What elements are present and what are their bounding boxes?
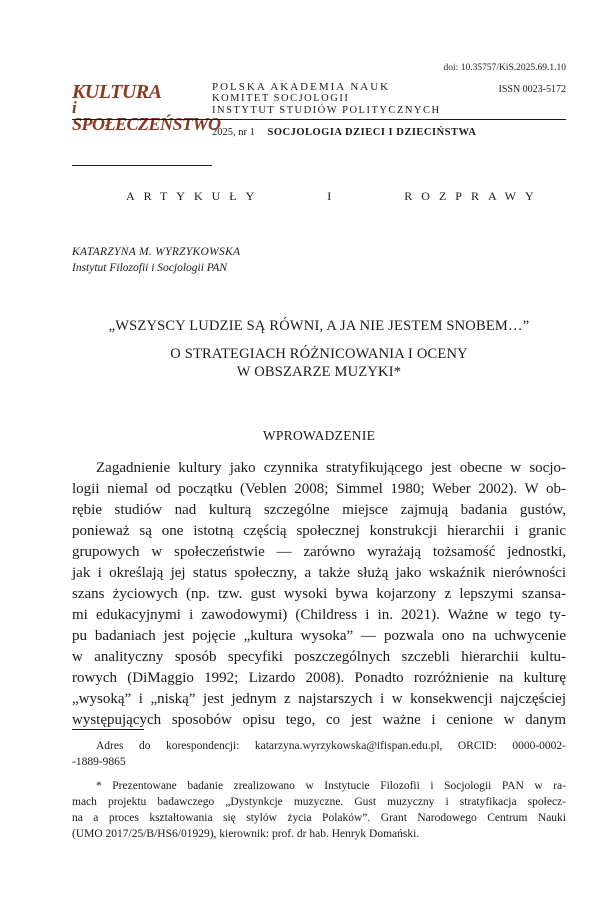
footnote-rule <box>72 729 144 730</box>
body-line: w analityczny sposób specyfiki poszczególnych szczebli hierarchii kultu- <box>72 649 566 665</box>
article-subtitle-line: O STRATEGIACH RÓŻNICOWANIA I OCENY <box>170 346 468 362</box>
body-line: mi edukacyjnymi i zawodowymi) (Childress i in. 2021). Ważne w tego ty- <box>72 607 566 623</box>
issn-label: ISSN 0023-5172 <box>498 84 566 95</box>
footnote-correspondence-line: Adres do korespondencji: katarzyna.wyrzykowska@ifispan.edu.pl, ORCID: 0000-0002- <box>96 740 566 752</box>
issue-number: 2025, nr 1 <box>212 127 255 138</box>
institution-line: POLSKA AKADEMIA NAUK <box>212 81 391 93</box>
issue-topic: SOCJOLOGIA DZIECI I DZIECIŃSTWA <box>267 127 477 138</box>
logo-line-spoleczenstwo: SPOŁECZEŃSTWO <box>72 114 221 134</box>
body-line: ponieważ są one istotną częścią społecznej konstrukcji hierarchii i granic <box>72 523 566 539</box>
body-line: rębie studiów nad kulturą szczególne miejsce zajmują badania gustów, <box>72 502 566 518</box>
body-line: występujących sposobów opisu tego, co jest ważne i cenione w danym <box>72 712 566 728</box>
body-line: grupowych w społeczeństwie — zarówno wyrażają tożsamość jednostki, <box>72 544 566 560</box>
body-line: jak i określają jej status społeczny, a także służą jako wskaźnik nierówności <box>72 565 566 581</box>
body-line: logii niemal od początku (Veblen 2008; Simmel 1980; Weber 2002). W ob- <box>72 481 566 497</box>
institution-line: KOMITET SOCJOLOGII <box>212 93 350 104</box>
body-line: rowych (DiMaggio 1992; Lizardo 2008). Ponadto rozróżnienie na kulturę <box>72 670 566 686</box>
issue-info <box>212 127 476 138</box>
institution-block <box>212 81 441 117</box>
body-line: „wysoką” i „niską” jest jednym z najstarszych i w konsekwencji najczęściej <box>72 691 566 707</box>
footnote-star-line: mach projektu badawczego „Dystynkcje muzyczne. Gust muzyczny i stratyfikacja społecz- <box>72 796 566 808</box>
section-heading: WPROWADZENIE <box>262 428 376 443</box>
author-name: KATARZYNA M. WYRZYKOWSKA <box>72 246 241 258</box>
logo-bottom-rule <box>72 119 212 166</box>
author-affiliation: Instytut Filozofii i Socjologii PAN <box>72 262 228 274</box>
institution-line: INSTYTUT STUDIÓW POLITYCZNYCH <box>212 105 441 116</box>
body-line: szans życiowych (np. tzw. gust wysoki bywa kojarzony z lepszymi szansa- <box>72 586 566 602</box>
section-label <box>100 189 543 204</box>
footnote-star-line: na a proces kształtowania się stylów życia Polaków”. Grant Narodowego Centrum Nauki <box>72 812 566 824</box>
logo-line-kultura: KULTURA <box>72 81 162 103</box>
section-word: ROZPRAWY <box>404 189 543 203</box>
body-line: pu badaniach jest pojęcie „kultura wysoka” — pozwala ono na uchwycenie <box>72 628 566 644</box>
body-line: Zagadnienie kultury jako czynnika stratyfikującego jest obecne w socjo- <box>96 460 566 476</box>
article-title: „WSZYSCY LUDZIE SĄ RÓWNI, A JA NIE JESTEM SNOBEM…” <box>108 318 530 334</box>
footnote-star-line: (UMO 2017/25/B/HS6/01929), kierownik: prof. dr hab. Henryk Domański. <box>72 828 420 840</box>
section-word: ARTYKUŁY <box>126 189 264 203</box>
footnote-correspondence-line: -1889-9865 <box>72 756 126 768</box>
logo-line-i: i <box>72 98 77 117</box>
section-word: I <box>327 189 341 203</box>
footnote-star-line: * Prezentowane badanie zrealizowano w Instytucie Filozofii i Socjologii PAN w ra- <box>96 780 566 792</box>
doi-label: doi: 10.35757/KiS.2025.69.1.10 <box>443 63 566 73</box>
article-subtitle-line: W OBSZARZE MUZYKI* <box>236 364 402 380</box>
